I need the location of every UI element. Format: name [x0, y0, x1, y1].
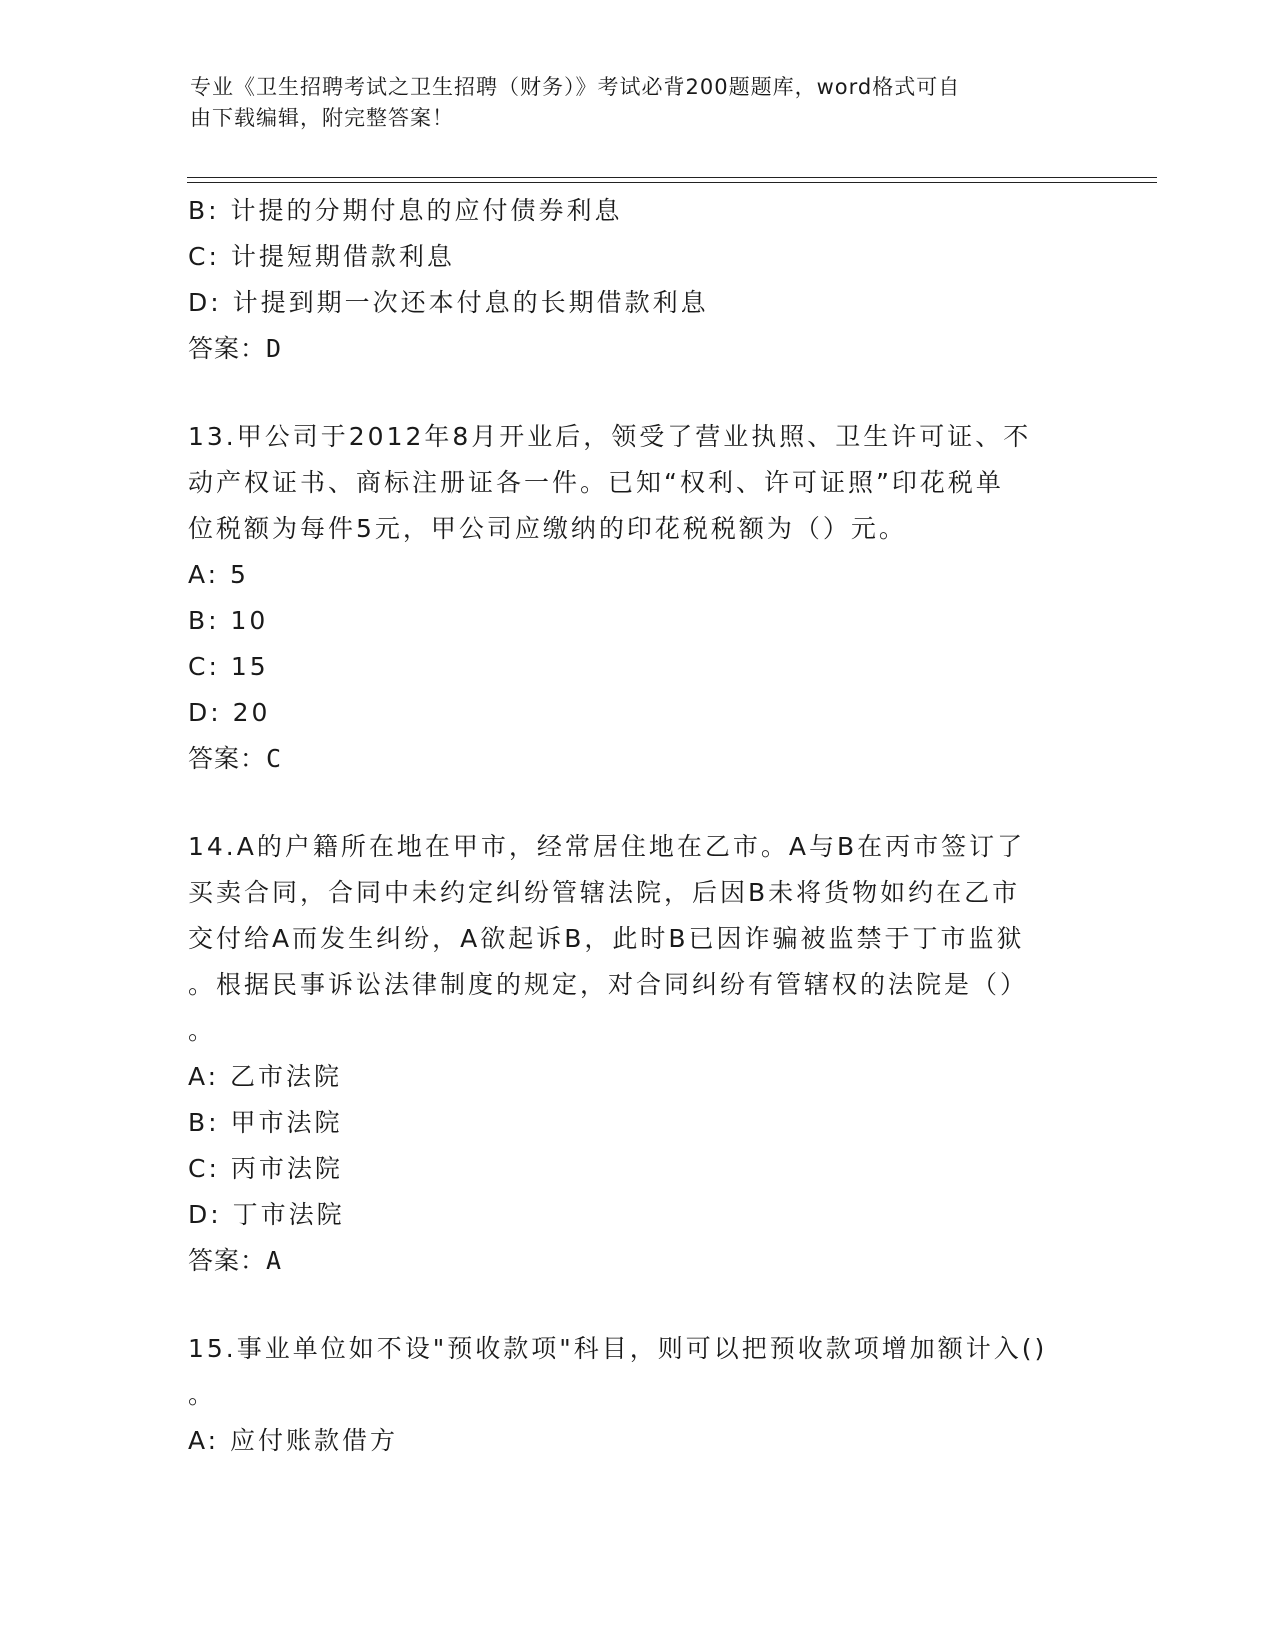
option-a: A: 5	[188, 560, 249, 589]
option-d: D: 计提到期一次还本付息的长期借款利息	[188, 288, 709, 317]
question-13	[188, 414, 1088, 782]
page-header	[190, 72, 1070, 134]
answer-line	[188, 1238, 1088, 1284]
option-c: C: 15	[188, 652, 269, 681]
question-14	[188, 824, 1088, 1284]
question-stem-line: 交付给A而发生纠纷，A欲起诉B，此时B已因诈骗被监禁于丁市监狱	[188, 924, 1025, 953]
option-c: C: 计提短期借款利息	[188, 242, 455, 271]
option-c: C: 丙市法院	[188, 1154, 343, 1183]
answer-value: A	[266, 1246, 283, 1275]
question-stem-line: 。	[188, 1380, 217, 1409]
option-a: A: 乙市法院	[188, 1062, 343, 1091]
option-d: D: 20	[188, 698, 271, 727]
answer-value: D	[266, 334, 283, 363]
answer-label: 答案：	[188, 334, 267, 363]
question-15	[188, 1326, 1088, 1464]
question-stem-line: 13.甲公司于2012年8月开业后，领受了营业执照、卫生许可证、不	[188, 422, 1032, 451]
answer-line	[188, 736, 1088, 782]
header-line-1: 专业《卫生招聘考试之卫生招聘（财务）》考试必背200题题库，word格式可自	[190, 75, 961, 99]
question-stem-line: 位税额为每件5元，甲公司应缴纳的印花税税额为（）元。	[188, 514, 907, 543]
option-a: A: 应付账款借方	[188, 1426, 399, 1455]
option-b: B: 计提的分期付息的应付债券利息	[188, 196, 623, 225]
option-d: D: 丁市法院	[188, 1200, 345, 1229]
header-line-2: 由下载编辑，附完整答案！	[190, 106, 454, 130]
question-block-prev	[188, 188, 1088, 372]
question-stem-line: 买卖合同，合同中未约定纠纷管辖法院，后因B未将货物如约在乙市	[188, 878, 1021, 907]
header-double-rule	[187, 177, 1157, 183]
answer-line	[188, 326, 1088, 372]
answer-label: 答案：	[188, 1246, 267, 1275]
option-b: B: 10	[188, 606, 269, 635]
answer-label: 答案：	[188, 744, 267, 773]
question-stem-line: 。	[188, 1016, 217, 1045]
document-body	[188, 188, 1088, 1464]
question-stem-line: 。根据民事诉讼法律制度的规定，对合同纠纷有管辖权的法院是（）	[188, 970, 1029, 999]
question-stem-line: 14.A的户籍所在地在甲市，经常居住地在乙市。A与B在丙市签订了	[188, 832, 1026, 861]
option-b: B: 甲市法院	[188, 1108, 343, 1137]
question-stem-line: 动产权证书、商标注册证各一件。已知“权利、许可证照”印花税单	[188, 468, 1004, 497]
question-stem-line: 15.事业单位如不设"预收款项"科目，则可以把预收款项增加额计入()	[188, 1334, 1048, 1363]
answer-value: C	[266, 744, 283, 773]
